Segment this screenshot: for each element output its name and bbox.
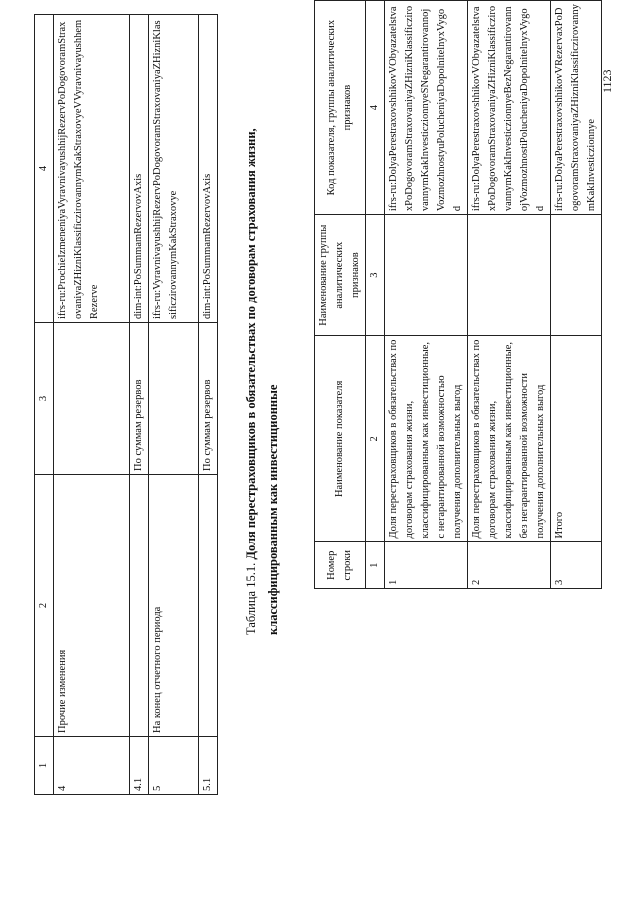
indicator-name: Итого: [551, 336, 602, 542]
indicator-name: Прочие изменения: [54, 475, 130, 737]
indicator-code: ifrs-ru:ProchieIzmeneniyaVyravnivayushhijRezervPoDogovoramStraxovaniyaZHizniKlassificzirovannymKakStraxovyeVVyravnivayushhemRezerve: [54, 15, 130, 323]
group-name: По суммам резервов: [130, 323, 149, 475]
row-number: 5.1: [199, 737, 218, 795]
column-number-row: [35, 15, 54, 795]
table-row: [149, 15, 199, 795]
group-name: [385, 215, 468, 336]
col-number: 3: [366, 215, 385, 336]
row-number: 2: [468, 542, 551, 589]
table-caption: [240, 75, 284, 635]
caption-prefix: Таблица 15.1.: [244, 562, 258, 635]
group-name: [468, 215, 551, 336]
row-number: 4.1: [130, 737, 149, 795]
group-name: [54, 323, 130, 475]
col-number: 2: [35, 475, 54, 737]
indicator-code: dim-int:PoSummamRezervovAxis: [130, 15, 149, 323]
group-name: [551, 215, 602, 336]
column-number-row: [366, 1, 385, 589]
indicator-name: [130, 475, 149, 737]
table-row: [385, 1, 468, 589]
col-number: 1: [35, 737, 54, 795]
indicator-code: ifrs-ru:DolyaPerestraxovshhikovVRezervaxPoDogovoramStraxovaniyaZHizniKlassificzirovannymKakInvesticzionnye: [551, 1, 602, 215]
col-number: 1: [366, 542, 385, 589]
table-row: [468, 1, 551, 589]
header-row-number: Номер строки: [315, 542, 366, 589]
row-number: 1: [385, 542, 468, 589]
table-header-row: [315, 1, 366, 589]
header-code: Код показателя, группы аналитических признаков: [315, 1, 366, 215]
table-main: [314, 0, 602, 589]
indicator-code: ifrs-ru:DolyaPerestraxovshhikovVObyazatelstvaxPoDogovoramStraxovaniyaZHizniKlassificzirovannymKakInvesticzionnyeSNegarantirovannojVozmozhnostyuPolucheniyaDopolnitelnyxVygod: [385, 1, 468, 215]
table-row: [551, 1, 602, 589]
row-number: 5: [149, 737, 199, 795]
indicator-code: ifrs-ru:DolyaPerestraxovshhikovVObyazatelstvaxPoDogovoramStraxovaniyaZHizniKlassificzirovannymKakInvesticzionnyeBezNegarantirovannojVozmozhnostiPolucheniyaDopolnitelnyxVygod: [468, 1, 551, 215]
table-continuation: [34, 14, 218, 795]
indicator-name: Доля перестраховщиков в обязательствах по договорам страхования жизни, классифицированным как инвестиционные, без негарантированной возможности получения дополнительных выгод: [468, 336, 551, 542]
indicator-name: [199, 475, 218, 737]
header-indicator-name: Наименование показателя: [315, 336, 366, 542]
col-number: 4: [35, 15, 54, 323]
row-number: 4: [54, 737, 130, 795]
header-group-name: Наименование группы аналитических признаков: [315, 215, 366, 336]
col-number: 3: [35, 323, 54, 475]
indicator-name: На конец отчетного периода: [149, 475, 199, 737]
caption-title: Доля перестраховщиков в обязательствах по договорам страхования жизни, классифицированным как инвестиционные: [244, 128, 280, 635]
col-number: 4: [366, 1, 385, 215]
page-number: 1123: [600, 69, 614, 93]
indicator-code: dim-int:PoSummamRezervovAxis: [199, 15, 218, 323]
table-row: [199, 15, 218, 795]
group-name: По суммам резервов: [199, 323, 218, 475]
group-name: [149, 323, 199, 475]
indicator-name: Доля перестраховщиков в обязательствах по договорам страхования жизни, классифицированным как инвестиционные, с негарантированной возможностью получения дополнительных выгод: [385, 336, 468, 542]
table-row: [130, 15, 149, 795]
indicator-code: ifrs-ru:VyravnivayushhijRezervPoDogovoramStraxovaniyaZHizniKlassificzirovannymKakStraxovye: [149, 15, 199, 323]
row-number: 3: [551, 542, 602, 589]
table-row: [54, 15, 130, 795]
col-number: 2: [366, 336, 385, 542]
